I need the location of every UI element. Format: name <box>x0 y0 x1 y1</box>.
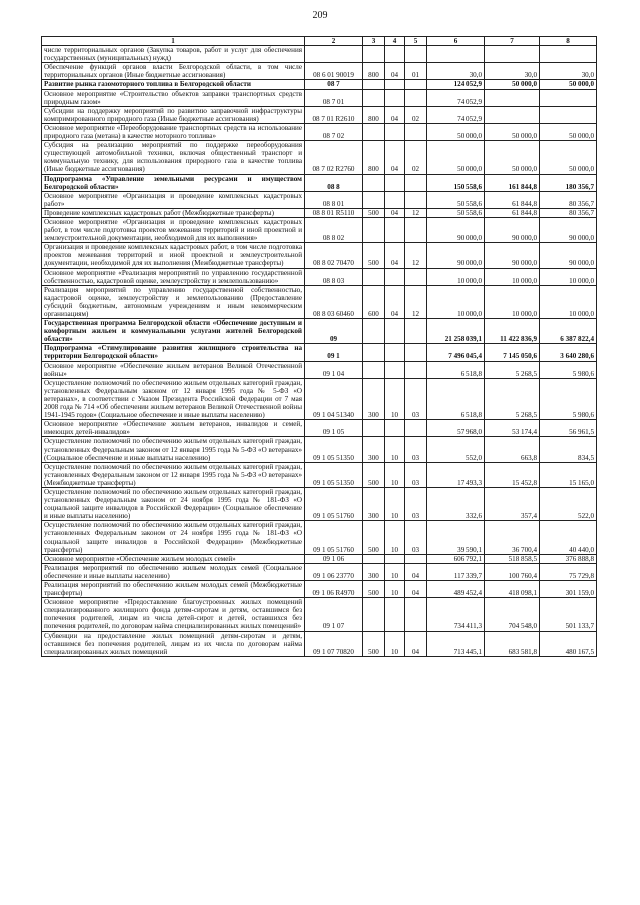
table-row <box>42 217 597 242</box>
row-subsection: 02 <box>405 141 427 174</box>
row-expense-type <box>363 89 385 106</box>
row-description: Проведение комплексных кадастровых работ (Межбюджетные трансферты) <box>42 208 305 217</box>
row-amount-year-2: 50 000,0 <box>485 123 540 140</box>
row-amount-year-3: 40 440,0 <box>540 521 597 554</box>
row-amount-year-3: 15 165,0 <box>540 462 597 487</box>
row-section <box>385 191 405 208</box>
row-amount-year-3: 5 980,6 <box>540 361 597 378</box>
row-amount-year-2: 161 844,8 <box>485 174 540 191</box>
row-section: 10 <box>385 581 405 598</box>
row-section <box>385 89 405 106</box>
column-header: 7 <box>485 37 540 46</box>
table-row <box>42 174 597 191</box>
row-expense-type <box>363 598 385 631</box>
row-amount-year-1: 124 052,9 <box>427 80 485 89</box>
table-row <box>42 462 597 487</box>
row-target-code: 09 1 05 51350 <box>305 437 363 462</box>
row-description: Субсидия на реализацию мероприятий по поддержке переоборудования существующей автомобильной техники, включая общественный транспорт и коммунальную технику, для использования природного газа в качестве топлива (Иные бюджетные ассигнования) <box>42 141 305 174</box>
row-section: 10 <box>385 487 405 520</box>
table-row <box>42 581 597 598</box>
row-amount-year-1: 17 493,3 <box>427 462 485 487</box>
row-subsection: 04 <box>405 563 427 580</box>
row-amount-year-1: 117 339,7 <box>427 563 485 580</box>
table-row <box>42 344 597 361</box>
row-section: 04 <box>385 106 405 123</box>
row-expense-type: 300 <box>363 563 385 580</box>
row-amount-year-1: 74 052,9 <box>427 89 485 106</box>
row-expense-type: 800 <box>363 63 385 80</box>
row-amount-year-2 <box>485 89 540 106</box>
row-amount-year-1: 10 000,0 <box>427 285 485 318</box>
row-subsection: 03 <box>405 487 427 520</box>
row-description: Подпрограмма «Стимулирование развития жилищного строительства на территории Белгородской области» <box>42 344 305 361</box>
column-header: 3 <box>363 37 385 46</box>
row-amount-year-2: 10 000,0 <box>485 268 540 285</box>
table-row <box>42 46 597 63</box>
row-section: 04 <box>385 243 405 268</box>
table-row <box>42 521 597 554</box>
budget-table <box>41 36 597 657</box>
row-target-code: 09 1 05 51350 <box>305 462 363 487</box>
row-amount-year-3: 3 640 280,6 <box>540 344 597 361</box>
row-target-code: 08 8 02 <box>305 217 363 242</box>
row-amount-year-1: 606 792,1 <box>427 554 485 563</box>
row-expense-type <box>363 217 385 242</box>
row-section: 04 <box>385 285 405 318</box>
row-amount-year-1: 90 000,0 <box>427 217 485 242</box>
table-row <box>42 208 597 217</box>
row-amount-year-2: 61 844,8 <box>485 208 540 217</box>
row-description: Осуществление полномочий по обеспечению жильем отдельных категорий граждан, установленных Федеральным законом от 24 ноября 1995 года № 181-ФЗ «О социальной защите инвалидов в Российской Федерации» (Социальное обеспечение и иные выплаты населению) <box>42 487 305 520</box>
row-amount-year-1: 50 558,6 <box>427 191 485 208</box>
row-amount-year-1: 150 558,6 <box>427 174 485 191</box>
row-description: числе территориальных органов (Закупка товаров, работ и услуг для обеспечения государственных (муниципальных) нужд) <box>42 46 305 63</box>
row-amount-year-1: 50 000,0 <box>427 123 485 140</box>
table-row <box>42 319 597 344</box>
row-description: Государственная программа Белгородской области «Обеспечение доступным и комфортным жильем и коммунальными услугами жителей Белгородской области» <box>42 319 305 344</box>
row-expense-type: 800 <box>363 106 385 123</box>
row-target-code: 09 1 06 R4970 <box>305 581 363 598</box>
row-amount-year-3: 480 167,5 <box>540 631 597 656</box>
row-amount-year-1: 7 496 045,4 <box>427 344 485 361</box>
row-expense-type <box>363 319 385 344</box>
row-expense-type <box>363 420 385 437</box>
row-amount-year-1: 50 558,6 <box>427 208 485 217</box>
row-amount-year-2: 100 760,4 <box>485 563 540 580</box>
row-expense-type: 600 <box>363 285 385 318</box>
table-row <box>42 268 597 285</box>
row-amount-year-3: 180 356,7 <box>540 174 597 191</box>
row-subsection: 03 <box>405 462 427 487</box>
row-description: Осуществление полномочий по обеспечению жильем отдельных категорий граждан, установленных Федеральным законом от 24 ноября 1995 года № 181-ФЗ «О социальной защите инвалидов в Российской Федерации» (Межбюджетные трансферты) <box>42 521 305 554</box>
row-expense-type: 300 <box>363 487 385 520</box>
row-description: Осуществление полномочий по обеспечению жильем отдельных категорий граждан, установленных Федеральным законом от 12 января 1995 года № 5-ФЗ «О ветеранах» (Межбюджетные трансферты) <box>42 462 305 487</box>
row-description: Реализация мероприятий по управлению государственной собственностью, кадастровой оценке, землеустройству и землепользованию (Предоставление субсидий бюджетным, автономным учреждениям и иным некоммерческим организациям) <box>42 285 305 318</box>
row-amount-year-2: 15 452,8 <box>485 462 540 487</box>
row-target-code: 08 8 01 R5110 <box>305 208 363 217</box>
row-amount-year-1: 332,6 <box>427 487 485 520</box>
row-amount-year-1: 10 000,0 <box>427 268 485 285</box>
row-subsection: 03 <box>405 378 427 419</box>
row-expense-type: 500 <box>363 521 385 554</box>
row-section: 10 <box>385 378 405 419</box>
table-row <box>42 554 597 563</box>
row-amount-year-2: 11 422 836,9 <box>485 319 540 344</box>
table-row <box>42 63 597 80</box>
table-row <box>42 89 597 106</box>
row-amount-year-2: 50 000,0 <box>485 80 540 89</box>
row-amount-year-3: 301 159,0 <box>540 581 597 598</box>
row-description: Основное мероприятие «Обеспечение жильем ветеранов Великой Отечественной войны» <box>42 361 305 378</box>
column-header: 2 <box>305 37 363 46</box>
row-description: Субвенции на предоставление жилых помещений детям-сиротам и детям, оставшимся без попечения родителей, лицам из их числа по договорам найма специализированных жилых помещений <box>42 631 305 656</box>
row-expense-type <box>363 554 385 563</box>
row-subsection <box>405 268 427 285</box>
row-target-code: 09 1 06 23770 <box>305 563 363 580</box>
row-amount-year-3: 10 000,0 <box>540 285 597 318</box>
row-amount-year-2: 10 000,0 <box>485 285 540 318</box>
row-amount-year-2: 683 581,8 <box>485 631 540 656</box>
row-amount-year-1: 489 452,4 <box>427 581 485 598</box>
row-subsection: 04 <box>405 581 427 598</box>
table-row <box>42 378 597 419</box>
row-amount-year-2: 5 268,5 <box>485 378 540 419</box>
row-section: 10 <box>385 462 405 487</box>
row-section: 04 <box>385 208 405 217</box>
row-expense-type: 800 <box>363 141 385 174</box>
row-description: Основное мероприятие «Строительство объектов заправки транспортных средств природным газом» <box>42 89 305 106</box>
row-amount-year-3: 50 000,0 <box>540 123 597 140</box>
row-amount-year-2: 418 098,1 <box>485 581 540 598</box>
row-amount-year-2: 7 145 050,6 <box>485 344 540 361</box>
row-target-code: 08 6 01 90019 <box>305 63 363 80</box>
column-header: 6 <box>427 37 485 46</box>
row-amount-year-3 <box>540 89 597 106</box>
row-section: 10 <box>385 631 405 656</box>
row-expense-type <box>363 191 385 208</box>
row-amount-year-1: 90 000,0 <box>427 243 485 268</box>
row-expense-type <box>363 174 385 191</box>
row-subsection <box>405 191 427 208</box>
row-amount-year-2: 36 700,4 <box>485 521 540 554</box>
row-subsection: 01 <box>405 63 427 80</box>
row-subsection <box>405 46 427 63</box>
table-row <box>42 106 597 123</box>
row-section: 04 <box>385 141 405 174</box>
row-subsection <box>405 344 427 361</box>
row-target-code: 08 7 02 <box>305 123 363 140</box>
table-row <box>42 285 597 318</box>
row-target-code: 09 1 05 51760 <box>305 521 363 554</box>
row-amount-year-1: 39 590,1 <box>427 521 485 554</box>
row-amount-year-3 <box>540 46 597 63</box>
row-subsection <box>405 123 427 140</box>
row-amount-year-3: 376 888,8 <box>540 554 597 563</box>
row-expense-type: 500 <box>363 208 385 217</box>
row-amount-year-2: 5 268,5 <box>485 361 540 378</box>
row-description: Осуществление полномочий по обеспечению жильем отдельных категорий граждан, установленных Федеральным законом от 12 января 1995 года № 5-ФЗ «О ветеранах» (Социальное обеспечение и иные выплаты населению) <box>42 437 305 462</box>
row-amount-year-3: 522,0 <box>540 487 597 520</box>
row-amount-year-3: 5 980,6 <box>540 378 597 419</box>
row-description: Основное мероприятие «Переоборудование транспортных средств на использование природного газа (метана) в качестве моторного топлива» <box>42 123 305 140</box>
row-target-code: 09 1 07 70820 <box>305 631 363 656</box>
row-subsection <box>405 217 427 242</box>
row-description: Основное мероприятие «Обеспечение жильем ветеранов, инвалидов и семей, имеющих детей-инвалидов» <box>42 420 305 437</box>
row-section <box>385 174 405 191</box>
table-row <box>42 141 597 174</box>
row-subsection <box>405 420 427 437</box>
row-amount-year-2: 90 000,0 <box>485 243 540 268</box>
page-number: 209 <box>312 10 328 21</box>
row-amount-year-3: 6 387 822,4 <box>540 319 597 344</box>
table-row <box>42 598 597 631</box>
row-description: Развитие рынка газомоторного топлива в Белгородской области <box>42 80 305 89</box>
row-amount-year-2: 518 858,5 <box>485 554 540 563</box>
row-expense-type <box>363 123 385 140</box>
table-row <box>42 631 597 656</box>
row-section <box>385 598 405 631</box>
row-amount-year-2: 704 548,0 <box>485 598 540 631</box>
row-amount-year-3: 80 356,7 <box>540 208 597 217</box>
row-description: Подпрограмма «Управление земельными ресурсами и имуществом Белгородской области» <box>42 174 305 191</box>
row-section: 10 <box>385 563 405 580</box>
row-expense-type: 500 <box>363 462 385 487</box>
row-description: Реализация мероприятий по обеспечению жильем молодых семей (Социальное обеспечение и иные выплаты населению) <box>42 563 305 580</box>
row-section <box>385 268 405 285</box>
row-target-code: 08 8 01 <box>305 191 363 208</box>
table-row <box>42 123 597 140</box>
table-row <box>42 191 597 208</box>
row-amount-year-3: 10 000,0 <box>540 268 597 285</box>
row-amount-year-1: 6 518,8 <box>427 378 485 419</box>
row-target-code <box>305 46 363 63</box>
table-row <box>42 243 597 268</box>
row-target-code: 08 7 01 R2610 <box>305 106 363 123</box>
row-target-code: 09 1 04 <box>305 361 363 378</box>
table-row <box>42 487 597 520</box>
row-amount-year-2: 357,4 <box>485 487 540 520</box>
row-description: Организация и проведение комплексных кадастровых работ, в том числе подготовка проектов межевания территорий и иной проектной и землеустроительной документации, необходимой для их выполнения (Межбюджетные трансферты) <box>42 243 305 268</box>
column-header: 5 <box>405 37 427 46</box>
row-expense-type: 500 <box>363 243 385 268</box>
row-target-code: 09 <box>305 319 363 344</box>
row-subsection: 03 <box>405 521 427 554</box>
row-subsection: 02 <box>405 106 427 123</box>
row-subsection <box>405 598 427 631</box>
row-amount-year-2: 90 000,0 <box>485 217 540 242</box>
row-description: Основное мероприятие «Организация и проведение комплексных кадастровых работ, в том числе подготовка проектов межевания территорий и иной проектной и землеустроительной документации, необходимой для их выполнения» <box>42 217 305 242</box>
row-section <box>385 319 405 344</box>
row-target-code: 08 8 03 60460 <box>305 285 363 318</box>
row-subsection <box>405 80 427 89</box>
row-amount-year-2: 53 174,4 <box>485 420 540 437</box>
row-amount-year-1: 552,0 <box>427 437 485 462</box>
row-amount-year-2 <box>485 46 540 63</box>
row-subsection: 12 <box>405 285 427 318</box>
row-expense-type <box>363 361 385 378</box>
row-section <box>385 420 405 437</box>
row-amount-year-1: 21 258 039,1 <box>427 319 485 344</box>
row-amount-year-3: 56 961,5 <box>540 420 597 437</box>
table-header-row <box>42 37 597 46</box>
row-section: 04 <box>385 63 405 80</box>
row-subsection: 12 <box>405 208 427 217</box>
table-row <box>42 563 597 580</box>
row-target-code: 09 1 04 51340 <box>305 378 363 419</box>
row-description: Субсидии на поддержку мероприятий по развитию заправочной инфраструктуры компримированного природного газа (Иные бюджетные ассигнования) <box>42 106 305 123</box>
row-description: Основное мероприятие «Предоставление благоустроенных жилых помещений специализированного жилищного фонда детям-сиротам и детям, оставшимся без попечения родителей, лицам из числа детей-сирот и детей, оставшихся без попечения родителей, по договорам найма специализированных жилых помещений» <box>42 598 305 631</box>
table-row <box>42 361 597 378</box>
column-header: 1 <box>42 37 305 46</box>
row-amount-year-2: 30,0 <box>485 63 540 80</box>
row-description: Реализация мероприятий по обеспечению жильем молодых семей (Межбюджетные трансферты) <box>42 581 305 598</box>
row-amount-year-3: 80 356,7 <box>540 191 597 208</box>
row-amount-year-1: 734 411,3 <box>427 598 485 631</box>
row-amount-year-3: 75 729,8 <box>540 563 597 580</box>
row-target-code: 08 7 <box>305 80 363 89</box>
row-amount-year-1: 713 445,1 <box>427 631 485 656</box>
row-subsection <box>405 89 427 106</box>
row-amount-year-1: 57 968,0 <box>427 420 485 437</box>
row-amount-year-2: 50 000,0 <box>485 141 540 174</box>
row-amount-year-3: 90 000,0 <box>540 217 597 242</box>
column-header: 4 <box>385 37 405 46</box>
row-subsection <box>405 174 427 191</box>
row-section <box>385 80 405 89</box>
row-section <box>385 344 405 361</box>
row-description: Основное мероприятие «Обеспечение жильем молодых семей» <box>42 554 305 563</box>
row-amount-year-3: 50 000,0 <box>540 141 597 174</box>
row-subsection <box>405 361 427 378</box>
row-target-code: 08 8 03 <box>305 268 363 285</box>
row-section: 10 <box>385 521 405 554</box>
row-amount-year-3: 501 133,7 <box>540 598 597 631</box>
row-description: Основное мероприятие «Реализация мероприятий по управлению государственной собственностью, кадастровой оценке, землеустройству и землепользованию» <box>42 268 305 285</box>
table-row <box>42 80 597 89</box>
row-amount-year-1: 30,0 <box>427 63 485 80</box>
row-description: Основное мероприятие «Организация и проведение комплексных кадастровых работ» <box>42 191 305 208</box>
row-amount-year-3: 50 000,0 <box>540 80 597 89</box>
row-section <box>385 554 405 563</box>
table-row <box>42 420 597 437</box>
row-amount-year-3: 834,5 <box>540 437 597 462</box>
row-target-code: 08 7 01 <box>305 89 363 106</box>
row-subsection <box>405 319 427 344</box>
row-amount-year-2 <box>485 106 540 123</box>
row-section: 10 <box>385 437 405 462</box>
row-subsection <box>405 554 427 563</box>
row-target-code: 08 7 02 R2760 <box>305 141 363 174</box>
row-target-code: 09 1 05 <box>305 420 363 437</box>
row-target-code: 09 1 07 <box>305 598 363 631</box>
row-section <box>385 46 405 63</box>
table-row <box>42 437 597 462</box>
row-expense-type <box>363 268 385 285</box>
row-expense-type: 300 <box>363 378 385 419</box>
row-amount-year-1: 74 052,9 <box>427 106 485 123</box>
row-section <box>385 123 405 140</box>
row-description: Обеспечение функций органов власти Белгородской области, в том числе территориальных органов (Иные бюджетные ассигнования) <box>42 63 305 80</box>
row-expense-type: 300 <box>363 437 385 462</box>
row-expense-type <box>363 344 385 361</box>
row-amount-year-3: 90 000,0 <box>540 243 597 268</box>
row-section <box>385 361 405 378</box>
row-subsection: 12 <box>405 243 427 268</box>
row-target-code: 09 1 05 51760 <box>305 487 363 520</box>
row-expense-type: 500 <box>363 631 385 656</box>
row-subsection: 03 <box>405 437 427 462</box>
row-amount-year-2: 663,8 <box>485 437 540 462</box>
row-target-code: 09 1 <box>305 344 363 361</box>
row-amount-year-1: 6 518,8 <box>427 361 485 378</box>
row-target-code: 09 1 06 <box>305 554 363 563</box>
row-amount-year-1 <box>427 46 485 63</box>
row-subsection: 04 <box>405 631 427 656</box>
row-expense-type <box>363 80 385 89</box>
row-expense-type: 500 <box>363 581 385 598</box>
column-header: 8 <box>540 37 597 46</box>
row-expense-type <box>363 46 385 63</box>
row-amount-year-3 <box>540 106 597 123</box>
row-amount-year-3: 30,0 <box>540 63 597 80</box>
row-amount-year-1: 50 000,0 <box>427 141 485 174</box>
row-section <box>385 217 405 242</box>
row-target-code: 08 8 02 70470 <box>305 243 363 268</box>
row-target-code: 08 8 <box>305 174 363 191</box>
row-description: Осуществление полномочий по обеспечению жильем отдельных категорий граждан, установленных Федеральным законом от 12 января 1995 года № 5-ФЗ «О ветеранах», в соответствии с Указом Президента Российской Федерации от 7 мая 2008 года № 714 «Об обеспечении жильем ветеранов Великой Отечественной войны 1941-1945 годов» (Социальное обеспечение и иные выплаты населению) <box>42 378 305 419</box>
row-amount-year-2: 61 844,8 <box>485 191 540 208</box>
